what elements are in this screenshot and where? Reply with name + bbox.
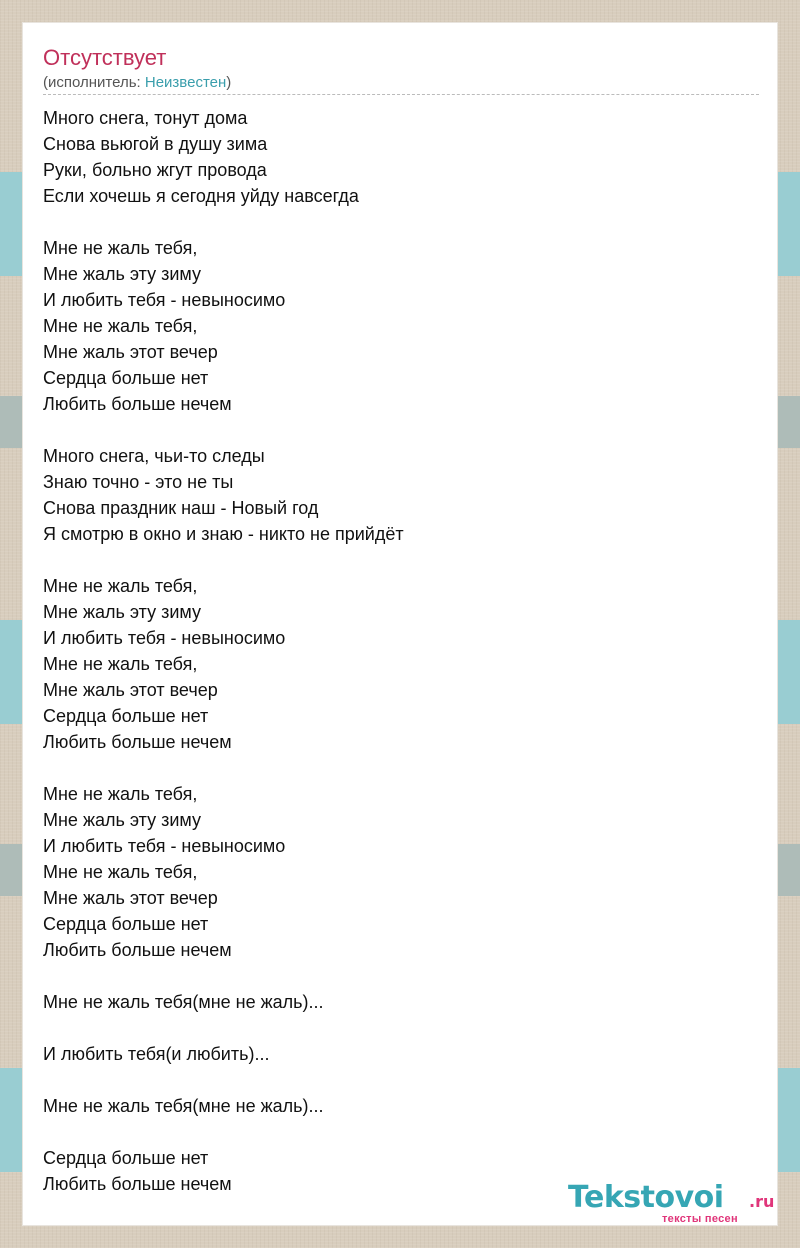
lyric-line: Руки, больно жгут провода xyxy=(43,160,267,180)
lyric-line: Сердца больше нет xyxy=(43,1148,209,1168)
stanza-gap xyxy=(43,547,404,573)
lyric-line: Любить больше нечем xyxy=(43,732,232,752)
lyric-line: Мне не жаль тебя, xyxy=(43,784,198,804)
lyric-line: Любить больше нечем xyxy=(43,940,232,960)
lyric-line: Сердца больше нет xyxy=(43,706,209,726)
artist-line xyxy=(43,73,231,93)
lyrics-body xyxy=(43,105,404,1197)
lyric-line: Мне жаль этот вечер xyxy=(43,888,218,908)
lyric-line: Мне не жаль тебя, xyxy=(43,862,198,882)
lyric-line: Мне жаль эту зиму xyxy=(43,264,202,284)
stanza-gap xyxy=(43,963,404,989)
lyric-line: Мне жаль этот вечер xyxy=(43,680,218,700)
stanza-gap xyxy=(43,417,404,443)
title-divider xyxy=(43,94,759,95)
stanza-gap xyxy=(43,209,404,235)
lyric-line: Снова праздник наш - Новый год xyxy=(43,498,319,518)
logo-subtitle: тексты песен xyxy=(662,1213,738,1225)
artist-prefix: (исполнитель: xyxy=(43,74,145,91)
lyric-line: Если хочешь я сегодня уйду навсегда xyxy=(43,186,359,206)
lyric-line: И любить тебя - невыносимо xyxy=(43,836,286,856)
lyric-line: Мне не жаль тебя, xyxy=(43,654,198,674)
lyric-line: Знаю точно - это не ты xyxy=(43,472,234,492)
lyric-line: Любить больше нечем xyxy=(43,1174,232,1194)
lyrics-card xyxy=(22,22,778,1226)
lyric-line: Мне не жаль тебя, xyxy=(43,238,198,258)
lyric-line: И любить тебя - невыносимо xyxy=(43,290,286,310)
site-logo[interactable] xyxy=(568,1181,778,1225)
lyric-line: Мне не жаль тебя(мне не жаль)... xyxy=(43,1096,324,1116)
lyric-line: Сердца больше нет xyxy=(43,368,209,388)
logo-wordmark: Tekstovoi xyxy=(568,1180,724,1215)
stanza-gap xyxy=(43,1015,404,1041)
lyric-line: Снова вьюгой в душу зима xyxy=(43,134,268,154)
stanza-gap xyxy=(43,1119,404,1145)
lyric-line: И любить тебя(и любить)... xyxy=(43,1044,270,1064)
artist-link[interactable]: Неизвестен xyxy=(144,74,227,91)
lyric-line: Я смотрю в окно и знаю - никто не прийдёт xyxy=(43,524,404,544)
lyric-line: Мне не жаль тебя(мне не жаль)... xyxy=(43,992,324,1012)
song-title: Отсутствует xyxy=(43,45,167,70)
lyric-line: Мне жаль эту зиму xyxy=(43,602,202,622)
stanza-gap xyxy=(43,1067,404,1093)
lyric-line: И любить тебя - невыносимо xyxy=(43,628,286,648)
lyric-line: Мне не жаль тебя, xyxy=(43,316,198,336)
artist-suffix: ) xyxy=(226,74,232,91)
logo-tld: .ru xyxy=(749,1192,775,1211)
lyric-line: Мне не жаль тебя, xyxy=(43,576,198,596)
lyric-line: Сердца больше нет xyxy=(43,914,209,934)
stanza-gap xyxy=(43,755,404,781)
lyric-line: Много снега, тонут дома xyxy=(43,108,248,128)
lyric-line: Любить больше нечем xyxy=(43,394,232,414)
lyric-line: Много снега, чьи-то следы xyxy=(43,446,265,466)
lyric-line: Мне жаль эту зиму xyxy=(43,810,202,830)
lyric-line: Мне жаль этот вечер xyxy=(43,342,218,362)
